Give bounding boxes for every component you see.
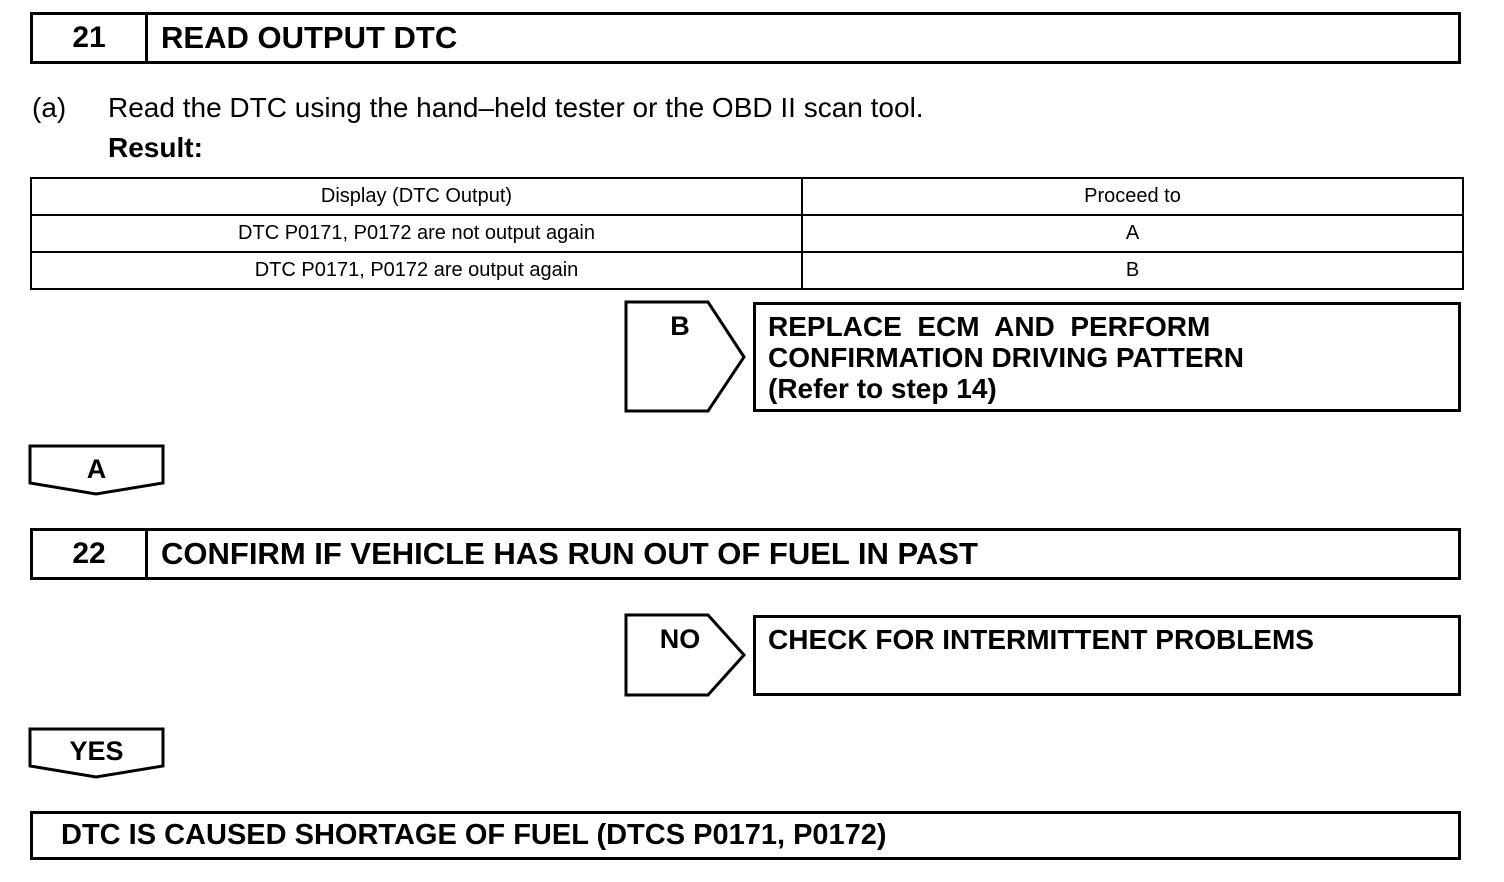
table-header-proceed: Proceed to [802,178,1463,215]
branch-b-action-line-1: REPLACE ECM AND PERFORM [768,311,1211,342]
table-header-display: Display (DTC Output) [31,178,802,215]
step-22-title: CONFIRM IF VEHICLE HAS RUN OUT OF FUEL IN PAST [161,536,978,571]
instruction-text: Read the DTC using the hand–held tester or the OBD II scan tool. [108,92,924,123]
result-label: Result: [108,132,203,163]
branch-no-label: NO [659,624,701,654]
table-cell: DTC P0171, P0172 are not output again [31,215,802,252]
table-cell: B [802,252,1463,289]
table-cell: DTC P0171, P0172 are output again [31,252,802,289]
step-21-number: 21 [33,15,148,61]
step-21-title: READ OUTPUT DTC [161,20,458,55]
conclusion-box [30,811,1461,860]
branch-no-action-text: CHECK FOR INTERMITTENT PROBLEMS [768,624,1314,655]
table-cell: A [802,215,1463,252]
branch-a-label: A [86,454,107,484]
branch-b-action-line-2: CONFIRMATION DRIVING PATTERN [768,342,1244,373]
step-22-number: 22 [33,531,148,577]
instruction-marker: (a) [32,92,67,123]
branch-b-action-line-3: (Refer to step 14) [768,373,997,404]
branch-b-label: B [670,311,690,341]
conclusion-text: DTC IS CAUSED SHORTAGE OF FUEL (DTCS P0171, P0172) [61,819,887,851]
branch-yes-label: YES [69,736,124,766]
